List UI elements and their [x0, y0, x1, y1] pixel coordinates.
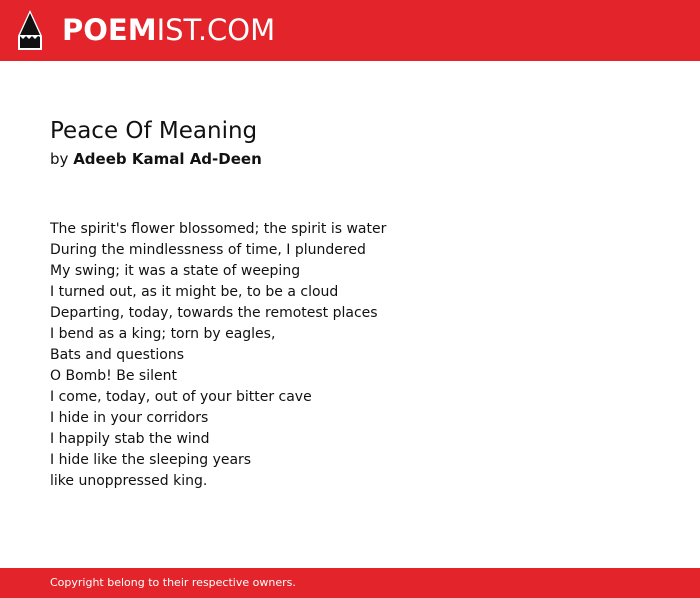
site-footer — [0, 568, 700, 598]
poem-body — [50, 219, 670, 492]
poem-line: I come, today, out of your bitter cave — [50, 389, 312, 405]
poem-line: The spirit's flower blossomed; the spirit is water — [50, 221, 387, 237]
poem-line: My swing; it was a state of weeping — [50, 263, 301, 279]
site-logo-text[interactable] — [62, 12, 275, 48]
brand-bold: POEM — [62, 13, 157, 47]
page-title: Peace Of Meaning — [50, 118, 258, 144]
by-label: by — [50, 150, 69, 168]
poem-line: Bats and questions — [50, 347, 184, 363]
pen-nib-icon[interactable] — [18, 10, 42, 50]
poem-line: O Bomb! Be silent — [50, 368, 177, 384]
poem-line: like unoppressed king. — [50, 473, 208, 489]
poem-line: Departing, today, towards the remotest places — [50, 305, 378, 321]
brand-light: IST.COM — [156, 13, 276, 47]
poem-line: I turned out, as it might be, to be a cloud — [50, 284, 339, 300]
author-name: Adeeb Kamal Ad-Deen — [73, 150, 262, 168]
poem-line: I happily stab the wind — [50, 431, 210, 447]
poem-line: During the mindlessness of time, I plundered — [50, 242, 366, 258]
copyright-text: Copyright belong to their respective owners. — [50, 576, 296, 589]
poem-line: I hide in your corridors — [50, 410, 209, 426]
site-header — [0, 0, 700, 61]
poem-line: I hide like the sleeping years — [50, 452, 252, 468]
poem-line: I bend as a king; torn by eagles, — [50, 326, 276, 342]
byline — [50, 148, 262, 170]
